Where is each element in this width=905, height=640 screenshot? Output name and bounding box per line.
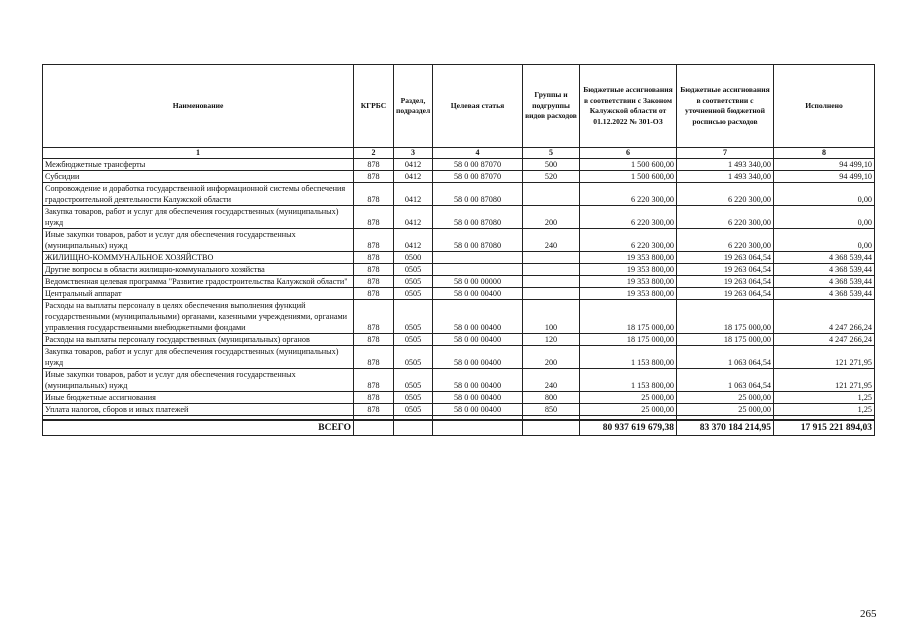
cell-vid: 120 xyxy=(523,334,580,346)
cell-zakon: 1 500 600,00 xyxy=(580,171,677,183)
cell-name: Другие вопросы в области жилищно-коммунального хозяйства xyxy=(43,264,354,276)
cell-vid: 800 xyxy=(523,392,580,404)
cell-vid xyxy=(523,252,580,264)
table-row xyxy=(43,288,875,300)
cell-razdel: 0412 xyxy=(394,183,433,206)
colnum-4: 4 xyxy=(433,148,523,159)
table-row xyxy=(43,264,875,276)
cell-ispolneno: 0,00 xyxy=(774,206,875,229)
cell-statya: 58 0 00 87070 xyxy=(433,171,523,183)
table-row xyxy=(43,171,875,183)
cell-utochn: 19 263 064,54 xyxy=(677,288,774,300)
cell-utochn: 19 263 064,54 xyxy=(677,264,774,276)
cell-kgrbs: 878 xyxy=(354,392,394,404)
cell-utochn: 6 220 300,00 xyxy=(677,229,774,252)
column-number-row xyxy=(43,148,875,159)
header-gruppy: Группы и подгруппы видов расходов xyxy=(523,65,580,148)
cell-utochn: 1 063 064,54 xyxy=(677,369,774,392)
cell-kgrbs: 878 xyxy=(354,159,394,171)
table-row xyxy=(43,183,875,206)
cell-razdel: 0505 xyxy=(394,369,433,392)
cell-statya: 58 0 00 87080 xyxy=(433,229,523,252)
cell-ispolneno: 4 368 539,44 xyxy=(774,276,875,288)
cell-kgrbs: 878 xyxy=(354,252,394,264)
total-zakon: 80 937 619 679,38 xyxy=(580,420,677,436)
cell-statya xyxy=(433,252,523,264)
table-row xyxy=(43,229,875,252)
cell-razdel: 0412 xyxy=(394,206,433,229)
table-row xyxy=(43,276,875,288)
cell-kgrbs: 878 xyxy=(354,404,394,416)
cell-name: Сопровождение и доработка государственной информационной системы обеспечения градостроительной деятельности Калужской области xyxy=(43,183,354,206)
cell-statya: 58 0 00 00400 xyxy=(433,392,523,404)
cell-name: Ведомственная целевая программа "Развитие градостроительства Калужской области" xyxy=(43,276,354,288)
cell-utochn: 18 175 000,00 xyxy=(677,334,774,346)
table-row xyxy=(43,404,875,416)
header-utochn: Бюджетные ассигнования в соответствии с уточненной бюджетной росписью расходов xyxy=(677,65,774,148)
cell-zakon: 1 153 800,00 xyxy=(580,346,677,369)
total-empty-razdel xyxy=(394,420,433,436)
cell-ispolneno: 4 368 539,44 xyxy=(774,264,875,276)
cell-name: Центральный аппарат xyxy=(43,288,354,300)
table-row xyxy=(43,300,875,334)
cell-utochn: 18 175 000,00 xyxy=(677,300,774,334)
cell-zakon: 25 000,00 xyxy=(580,392,677,404)
cell-razdel: 0412 xyxy=(394,159,433,171)
cell-statya: 58 0 00 00000 xyxy=(433,276,523,288)
cell-name: Уплата налогов, сборов и иных платежей xyxy=(43,404,354,416)
cell-razdel: 0412 xyxy=(394,229,433,252)
cell-razdel: 0505 xyxy=(394,392,433,404)
cell-ispolneno: 121 271,95 xyxy=(774,369,875,392)
colnum-3: 3 xyxy=(394,148,433,159)
cell-statya xyxy=(433,264,523,276)
cell-ispolneno: 121 271,95 xyxy=(774,346,875,369)
cell-kgrbs: 878 xyxy=(354,334,394,346)
header-razdel: Раздел, подраздел xyxy=(394,65,433,148)
cell-ispolneno: 4 247 266,24 xyxy=(774,300,875,334)
cell-vid: 850 xyxy=(523,404,580,416)
header-ispolneno: Исполнено xyxy=(774,65,875,148)
cell-razdel: 0505 xyxy=(394,404,433,416)
cell-vid xyxy=(523,276,580,288)
cell-ispolneno: 94 499,10 xyxy=(774,171,875,183)
total-ispolneno: 17 915 221 894,03 xyxy=(774,420,875,436)
table-body xyxy=(43,159,875,416)
cell-vid: 240 xyxy=(523,229,580,252)
cell-name: Иные закупки товаров, работ и услуг для обеспечения государственных (муниципальных) нужд xyxy=(43,369,354,392)
cell-zakon: 19 353 800,00 xyxy=(580,276,677,288)
cell-statya: 58 0 00 00400 xyxy=(433,334,523,346)
cell-statya: 58 0 00 00400 xyxy=(433,300,523,334)
cell-ispolneno: 4 368 539,44 xyxy=(774,252,875,264)
cell-kgrbs: 878 xyxy=(354,206,394,229)
cell-utochn: 19 263 064,54 xyxy=(677,276,774,288)
cell-zakon: 1 500 600,00 xyxy=(580,159,677,171)
table-row xyxy=(43,369,875,392)
total-row xyxy=(43,420,875,436)
cell-vid xyxy=(523,183,580,206)
cell-kgrbs: 878 xyxy=(354,346,394,369)
cell-name: Иные бюджетные ассигнования xyxy=(43,392,354,404)
cell-zakon: 25 000,00 xyxy=(580,404,677,416)
header-row xyxy=(43,65,875,148)
cell-vid: 500 xyxy=(523,159,580,171)
colnum-1: 1 xyxy=(43,148,354,159)
cell-utochn: 6 220 300,00 xyxy=(677,206,774,229)
cell-name: ЖИЛИЩНО-КОММУНАЛЬНОЕ ХОЗЯЙСТВО xyxy=(43,252,354,264)
cell-name: Закупка товаров, работ и услуг для обеспечения государственных (муниципальных) нужд xyxy=(43,346,354,369)
table-row xyxy=(43,206,875,229)
cell-razdel: 0505 xyxy=(394,300,433,334)
cell-utochn: 1 493 340,00 xyxy=(677,171,774,183)
total-empty-vid xyxy=(523,420,580,436)
total-empty-kgrbs xyxy=(354,420,394,436)
cell-utochn: 25 000,00 xyxy=(677,392,774,404)
cell-vid: 240 xyxy=(523,369,580,392)
header-zakon: Бюджетные ассигнования в соответствии с Законом Калужской области от 01.12.2022 № 301-ОЗ xyxy=(580,65,677,148)
budget-table xyxy=(42,64,875,436)
table-row xyxy=(43,334,875,346)
cell-razdel: 0412 xyxy=(394,171,433,183)
cell-zakon: 18 175 000,00 xyxy=(580,300,677,334)
colnum-2: 2 xyxy=(354,148,394,159)
header-name: Наименование xyxy=(43,65,354,148)
cell-ispolneno: 0,00 xyxy=(774,183,875,206)
cell-zakon: 1 153 800,00 xyxy=(580,369,677,392)
colnum-6: 6 xyxy=(580,148,677,159)
colnum-7: 7 xyxy=(677,148,774,159)
cell-kgrbs: 878 xyxy=(354,229,394,252)
colnum-5: 5 xyxy=(523,148,580,159)
cell-zakon: 6 220 300,00 xyxy=(580,229,677,252)
cell-vid xyxy=(523,288,580,300)
cell-ispolneno: 4 368 539,44 xyxy=(774,288,875,300)
colnum-8: 8 xyxy=(774,148,875,159)
cell-statya: 58 0 00 87080 xyxy=(433,206,523,229)
cell-kgrbs: 878 xyxy=(354,276,394,288)
cell-razdel: 0505 xyxy=(394,264,433,276)
cell-statya: 58 0 00 00400 xyxy=(433,346,523,369)
cell-razdel: 0505 xyxy=(394,346,433,369)
table-row xyxy=(43,252,875,264)
cell-statya: 58 0 00 00400 xyxy=(433,404,523,416)
cell-razdel: 0505 xyxy=(394,334,433,346)
cell-razdel: 0505 xyxy=(394,288,433,300)
cell-ispolneno: 1,25 xyxy=(774,404,875,416)
cell-ispolneno: 1,25 xyxy=(774,392,875,404)
page-number: 265 xyxy=(860,608,877,620)
cell-kgrbs: 878 xyxy=(354,183,394,206)
cell-vid: 100 xyxy=(523,300,580,334)
cell-zakon: 6 220 300,00 xyxy=(580,183,677,206)
cell-zakon: 19 353 800,00 xyxy=(580,288,677,300)
cell-utochn: 25 000,00 xyxy=(677,404,774,416)
cell-vid: 200 xyxy=(523,346,580,369)
cell-kgrbs: 878 xyxy=(354,300,394,334)
header-statya: Целевая статья xyxy=(433,65,523,148)
cell-name: Расходы на выплаты персоналу в целях обеспечения выполнения функций государственными (муниципальными) органами, казенными учреждениями, органами управления государственными внебюджетными фондами xyxy=(43,300,354,334)
cell-kgrbs: 878 xyxy=(354,288,394,300)
total-label: ВСЕГО xyxy=(43,420,354,436)
cell-kgrbs: 878 xyxy=(354,369,394,392)
cell-statya: 58 0 00 87070 xyxy=(433,159,523,171)
cell-name: Расходы на выплаты персоналу государственных (муниципальных) органов xyxy=(43,334,354,346)
table-row xyxy=(43,346,875,369)
cell-utochn: 6 220 300,00 xyxy=(677,183,774,206)
cell-kgrbs: 878 xyxy=(354,171,394,183)
total-empty-statya xyxy=(433,420,523,436)
cell-ispolneno: 4 247 266,24 xyxy=(774,334,875,346)
cell-zakon: 19 353 800,00 xyxy=(580,264,677,276)
cell-ispolneno: 94 499,10 xyxy=(774,159,875,171)
cell-vid: 200 xyxy=(523,206,580,229)
cell-vid xyxy=(523,264,580,276)
total-utochn: 83 370 184 214,95 xyxy=(677,420,774,436)
table-row xyxy=(43,159,875,171)
cell-name: Субсидии xyxy=(43,171,354,183)
cell-razdel: 0500 xyxy=(394,252,433,264)
cell-name: Межбюджетные трансферты xyxy=(43,159,354,171)
cell-zakon: 19 353 800,00 xyxy=(580,252,677,264)
cell-statya: 58 0 00 00400 xyxy=(433,369,523,392)
cell-statya: 58 0 00 87080 xyxy=(433,183,523,206)
cell-vid: 520 xyxy=(523,171,580,183)
cell-razdel: 0505 xyxy=(394,276,433,288)
cell-name: Закупка товаров, работ и услуг для обеспечения государственных (муниципальных) нужд xyxy=(43,206,354,229)
cell-kgrbs: 878 xyxy=(354,264,394,276)
cell-name: Иные закупки товаров, работ и услуг для обеспечения государственных (муниципальных) нужд xyxy=(43,229,354,252)
cell-zakon: 6 220 300,00 xyxy=(580,206,677,229)
cell-ispolneno: 0,00 xyxy=(774,229,875,252)
cell-utochn: 1 063 064,54 xyxy=(677,346,774,369)
cell-utochn: 1 493 340,00 xyxy=(677,159,774,171)
cell-zakon: 18 175 000,00 xyxy=(580,334,677,346)
table-row xyxy=(43,392,875,404)
header-kgrbs: КГРБС xyxy=(354,65,394,148)
cell-statya: 58 0 00 00400 xyxy=(433,288,523,300)
cell-utochn: 19 263 064,54 xyxy=(677,252,774,264)
